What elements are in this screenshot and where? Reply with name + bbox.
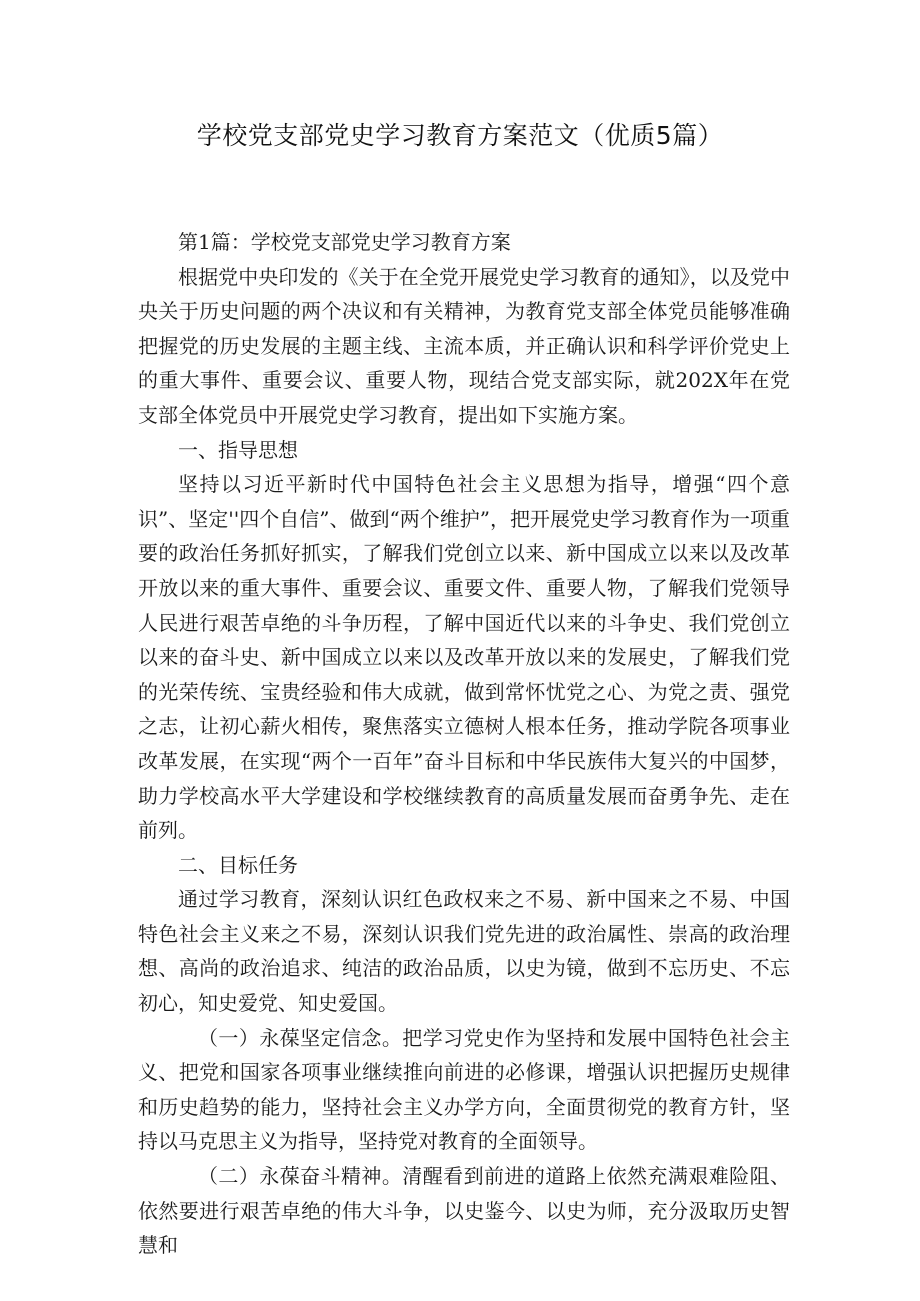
document-body [138, 225, 790, 1263]
section-heading-part-1: 第1篇：学校党支部党史学习教育方案 [178, 230, 511, 254]
section-heading-goals: 二、目标任务 [178, 852, 298, 877]
goal-item-2: （二）永葆奋斗精神。清醒看到前进的道路上依然充满艰难险阻、依然要进行艰苦卓绝的伟大斗争，以史鉴今、以史为师，充分汲取历史智慧和 [138, 1164, 790, 1258]
goals-paragraph: 通过学习教育，深刻认识红色政权来之不易、新中国来之不易、中国特色社会主义来之不易，深刻认识我们党先进的政治属性、崇高的政治理想、高尚的政治追求、纯洁的政治品质，以史为镜，做到不忘历史、不忘初心，知史爱党、知史爱国。 [138, 887, 790, 1016]
document-title: 学校党支部党史学习教育方案范文（优质5篇） [196, 121, 724, 150]
section-heading-guiding-ideology: 一、指导思想 [178, 437, 298, 462]
intro-paragraph: 根据党中央印发的《关于在全党开展党史学习教育的通知》，以及党中央关于历史问题的两个决议和有关精神，为教育党支部全体党员能够准确把握党的历史发展的主题主线、主流本质，并正确认识和科学评价党史上的重大事件、重要会议、重要人物，现结合党支部实际，就202X年在党支部全体党员中开展党史学习教育，提出如下实施方案。 [138, 264, 790, 427]
goal-item-1: （一）永葆坚定信念。把学习党史作为坚持和发展中国特色社会主义、把党和国家各项事业继续推向前进的必修课，增强认识把握历史规律和历史趋势的能力，坚持社会主义办学方向，全面贯彻党的教育方针，坚持以马克思主义为指导，坚持党对教育的全面领导。 [138, 1025, 790, 1154]
guiding-ideology-paragraph: 坚持以习近平新时代中国特色社会主义思想为指导，增强“四个意识”、坚定''四个自信”、做到“两个维护”，把开展党史学习教育作为一项重要的政治任务抓好抓实，了解我们党创立以来、新中国成立以来以及改革开放以来的重大事件、重要会议、重要文件、重要人物，了解我们党领导人民进行艰苦卓绝的斗争历程，了解中国近代以来的斗争史、我们党创立以来的奋斗史、新中国成立以来以及改革开放以来的发展史，了解我们党的光荣传统、宝贵经验和伟大成就，做到常怀忧党之心、为党之责、强党之志，让初心薪火相传，聚焦落实立德树人根本任务，推动学院各项事业改革发展，在实现“两个一百年”奋斗目标和中华民族伟大复兴的中国梦，助力学校高水平大学建设和学校继续教育的高质量发展而奋勇争先、走在前列。 [138, 472, 790, 843]
